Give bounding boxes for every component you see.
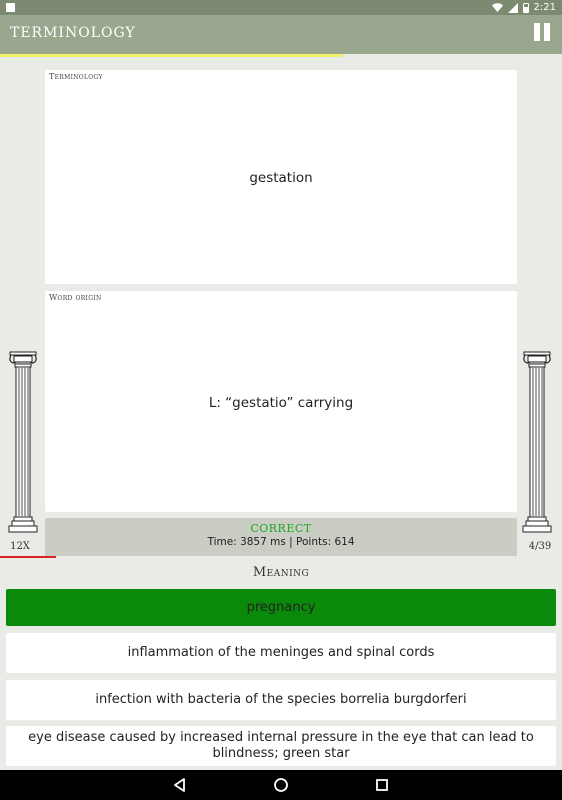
pause-icon-bar-right xyxy=(544,23,550,41)
app-title: TERMINOLOGY xyxy=(10,25,136,41)
result-stats: Time: 3857 ms | Points: 614 xyxy=(207,536,355,548)
question-position: 4/39 xyxy=(528,541,552,552)
combo-multiplier: 12X xyxy=(10,541,30,552)
pause-button[interactable] xyxy=(534,23,552,43)
notification-icon xyxy=(6,3,15,12)
terminology-card xyxy=(45,70,517,284)
answer-option-2[interactable]: inflammation of the meninges and spinal cords xyxy=(6,633,556,673)
word-origin-text: L: “gestatio” carrying xyxy=(208,395,354,411)
round-progress-fill xyxy=(0,54,343,57)
home-icon[interactable] xyxy=(273,777,289,793)
word-origin-card xyxy=(45,291,517,512)
word-origin-label: Word origin xyxy=(49,293,102,302)
answer-option-1[interactable]: pregnancy xyxy=(6,589,556,626)
status-icons xyxy=(492,1,556,14)
battery-icon xyxy=(523,3,529,13)
pause-icon-bar-left xyxy=(534,23,540,41)
meaning-heading: Meaning xyxy=(252,565,310,580)
back-icon[interactable] xyxy=(172,777,188,793)
navigation-bar xyxy=(0,770,562,800)
result-status: CORRECT xyxy=(250,522,312,535)
answer-option-3[interactable]: infection with bacteria of the species borrelia burgdorferi xyxy=(6,680,556,720)
terminology-label: Terminology xyxy=(49,72,103,81)
combo-progress-bar xyxy=(0,556,56,558)
signal-icon xyxy=(508,3,518,13)
ionic-column-left-icon xyxy=(8,350,38,536)
round-progress-bar xyxy=(0,54,562,57)
result-box xyxy=(45,518,517,556)
ionic-column-right-icon xyxy=(522,350,552,536)
app-bar xyxy=(0,15,562,54)
recents-icon[interactable] xyxy=(374,777,390,793)
term-text: gestation xyxy=(249,170,313,186)
answer-option-4[interactable]: eye disease caused by increased internal pressure in the eye that can lead to blindness; green star xyxy=(6,726,556,766)
wifi-icon xyxy=(492,3,503,12)
status-time: 2:21 xyxy=(533,2,556,13)
status-bar xyxy=(0,0,562,15)
